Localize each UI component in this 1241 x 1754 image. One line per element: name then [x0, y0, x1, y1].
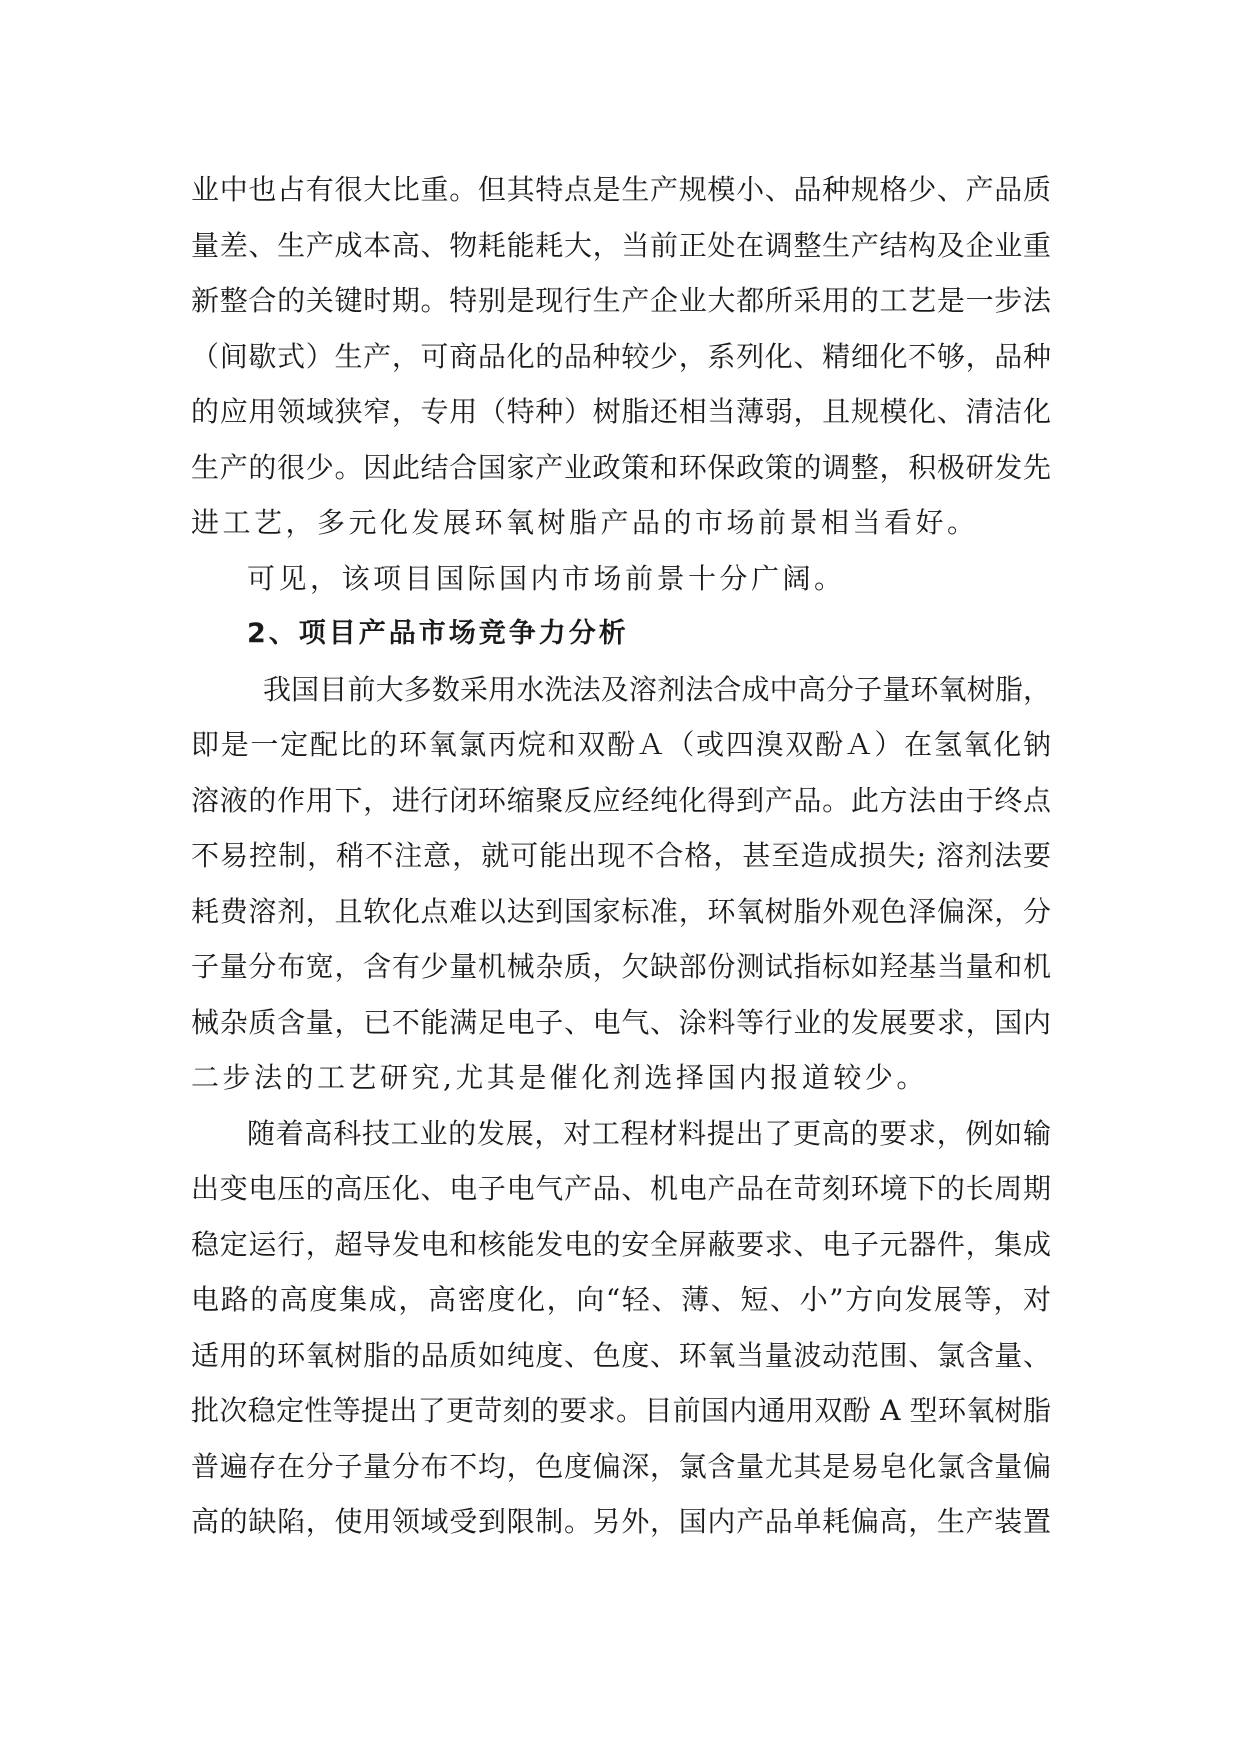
- section-heading: 2、项目产品市场竞争力分析: [247, 618, 629, 649]
- text-line: 量差、生产成本高、物耗能耗大，当前正处在调整生产结构及企业重: [191, 228, 1051, 262]
- text-line: 业中也占有很大比重。但其特点是生产规模小、品种规格少、产品质: [191, 173, 1051, 206]
- text-line: 的应用领域狭窄，专用（特种）树脂还相当薄弱，且规模化、清洁化: [191, 395, 1051, 428]
- paragraph-market-outlook: [191, 162, 1051, 551]
- text-line: 生产的很少。因此结合国家产业政策和环保政策的调整，积极研发先: [191, 450, 1051, 484]
- text-line: 电路的高度集成，高密度化，向“轻、薄、短、小”方向发展等，对: [191, 1283, 1051, 1316]
- text-line: 高的缺陷，使用领域受到限制。另外，国内产品单耗偏高，生产装置: [191, 1505, 1051, 1538]
- text-line: 适用的环氧树脂的品质如纯度、色度、环氧当量波动范围、氯含量、: [191, 1338, 1051, 1372]
- text-line: 不易控制，稍不注意，就可能出现不合格，甚至造成损失; 溶剂法要: [191, 839, 1051, 872]
- paragraph-conclusion: [191, 551, 1051, 607]
- text-line: 稳定运行，超导发电和核能发电的安全屏蔽要求、电子元器件，集成: [191, 1227, 1051, 1261]
- text-line: 批次稳定性等提出了更苛刻的要求。目前国内通用双酚 A 型环氧树脂: [191, 1394, 1051, 1427]
- text-line: 新整合的关键时期。特别是现行生产企业大都所采用的工艺是一步法: [191, 284, 1051, 317]
- paragraph-high-tech-requirements: [191, 1106, 1051, 1550]
- text-line: 出变电压的高压化、电子电气产品、机电产品在苛刻环境下的长周期: [191, 1172, 1051, 1205]
- paragraph-production-methods: [191, 662, 1051, 1106]
- text-line: 普遍存在分子量分布不均，色度偏深，氯含量尤其是易皂化氯含量偏: [191, 1449, 1051, 1483]
- text-line: 即是一定配比的环氧氯丙烷和双酚Ａ（或四溴双酚Ａ）在氢氧化钠: [191, 728, 1051, 761]
- text-line: （间歇式）生产，可商品化的品种较少，系列化、精细化不够，品种: [191, 339, 1051, 373]
- document-body: [191, 162, 1051, 1550]
- text-line: 耗费溶剂，且软化点难以达到国家标准，环氧树脂外观色泽偏深，分: [191, 894, 1051, 928]
- text-line: 我国目前大多数采用水洗法及溶剂法合成中高分子量环氧树脂，: [263, 672, 1051, 706]
- text-line: 二步法的工艺研究,尤其是催化剂选择国内报道较少。: [191, 1061, 928, 1094]
- text-line: 可见，该项目国际国内市场前景十分广阔。: [247, 561, 846, 595]
- text-line: 子量分布宽，含有少量机械杂质，欠缺部份测试指标如羟基当量和机: [191, 950, 1051, 983]
- text-line: 溶液的作用下，进行闭环缩聚反应经纯化得到产品。此方法由于终点: [191, 783, 1051, 817]
- text-line: 械杂质含量，已不能满足电子、电气、涂料等行业的发展要求，国内: [191, 1005, 1051, 1039]
- text-line: 进工艺，多元化发展环氧树脂产品的市场前景相当看好。: [191, 506, 979, 539]
- text-line: 随着高科技工业的发展，对工程材料提出了更高的要求，例如输: [247, 1116, 1051, 1150]
